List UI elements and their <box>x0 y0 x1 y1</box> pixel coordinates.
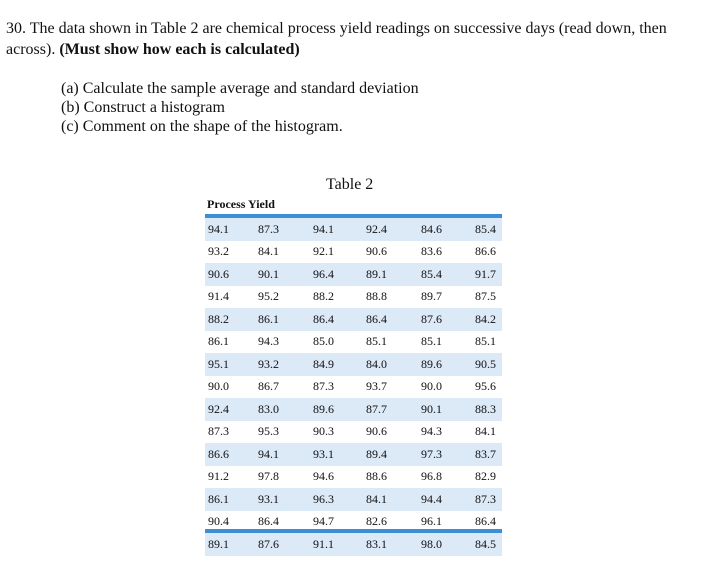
table-cell: 93.1 <box>313 443 366 466</box>
table-cell: 91.2 <box>205 466 258 489</box>
table-cell: 84.5 <box>475 533 502 556</box>
table-cell: 90.6 <box>205 263 258 286</box>
table-cell: 87.3 <box>475 488 502 511</box>
table-cell: 84.1 <box>258 241 313 264</box>
table-cell: 86.4 <box>475 511 502 534</box>
table-cell: 86.1 <box>258 308 313 331</box>
table-cell: 97.3 <box>421 443 475 466</box>
table-cell: 84.1 <box>366 488 421 511</box>
table-row <box>205 331 502 354</box>
table-cell: 95.2 <box>258 286 313 309</box>
table-cell: 91.1 <box>313 533 366 556</box>
table-cell: 95.6 <box>475 376 502 399</box>
table-cell: 96.4 <box>313 263 366 286</box>
table-cell: 85.1 <box>421 331 475 354</box>
table-cell: 82.9 <box>475 466 502 489</box>
table-cell: 83.1 <box>366 533 421 556</box>
table-cell: 92.1 <box>313 241 366 264</box>
table-cell: 91.7 <box>475 263 502 286</box>
table-cell: 87.6 <box>421 308 475 331</box>
table-cell: 86.7 <box>258 376 313 399</box>
table-cell: 87.5 <box>475 286 502 309</box>
table-cell: 83.7 <box>475 443 502 466</box>
table-cell: 93.2 <box>258 353 313 376</box>
table-cell: 85.1 <box>475 331 502 354</box>
table-cell: 83.0 <box>258 398 313 421</box>
table-row <box>205 376 502 399</box>
table-cell: 92.4 <box>205 398 258 421</box>
table-cell: 94.1 <box>258 443 313 466</box>
table-cell: 93.1 <box>258 488 313 511</box>
table-cell: 90.1 <box>421 398 475 421</box>
question-parts <box>61 79 419 136</box>
table-cell: 94.3 <box>258 331 313 354</box>
table-cell: 89.4 <box>366 443 421 466</box>
table-cell: 87.3 <box>258 218 313 241</box>
table-cell: 85.0 <box>313 331 366 354</box>
table-cell: 89.6 <box>421 353 475 376</box>
table-cell: 86.4 <box>258 511 313 534</box>
table-cell: 94.4 <box>421 488 475 511</box>
table-cell: 93.7 <box>366 376 421 399</box>
table-cell: 95.1 <box>205 353 258 376</box>
table-cell: 94.6 <box>313 466 366 489</box>
table-cell: 84.1 <box>475 421 502 444</box>
table-cell: 90.4 <box>205 511 258 534</box>
table-cell: 87.3 <box>205 421 258 444</box>
table-cell: 98.0 <box>421 533 475 556</box>
table-cell: 89.1 <box>366 263 421 286</box>
table-row <box>205 353 502 376</box>
table-cell: 87.6 <box>258 533 313 556</box>
process-yield-table <box>205 218 502 556</box>
table-cell: 86.1 <box>205 331 258 354</box>
table-cell: 83.6 <box>421 241 475 264</box>
table-row <box>205 533 502 556</box>
table-cell: 87.3 <box>313 376 366 399</box>
table-cell: 86.6 <box>205 443 258 466</box>
table-cell: 92.4 <box>366 218 421 241</box>
table-cell: 89.7 <box>421 286 475 309</box>
table-cell: 96.1 <box>421 511 475 534</box>
table-cell: 85.4 <box>475 218 502 241</box>
table-cell: 88.2 <box>313 286 366 309</box>
table-row <box>205 421 502 444</box>
table-bottom-rule <box>205 529 502 533</box>
table-cell: 84.0 <box>366 353 421 376</box>
table-row <box>205 398 502 421</box>
table-row <box>205 286 502 309</box>
part-a: (a) Calculate the sample average and standard deviation <box>61 80 419 97</box>
part-b: (b) Construct a histogram <box>61 99 225 116</box>
table-cell: 95.3 <box>258 421 313 444</box>
table-cell: 86.1 <box>205 488 258 511</box>
table-cell: 86.4 <box>366 308 421 331</box>
table-cell: 94.1 <box>313 218 366 241</box>
table-cell: 90.5 <box>475 353 502 376</box>
table-cell: 94.7 <box>313 511 366 534</box>
table-cell: 94.3 <box>421 421 475 444</box>
table-cell: 90.6 <box>366 241 421 264</box>
table-cell: 89.6 <box>313 398 366 421</box>
question-instruction: (Must show how each is calculated) <box>59 41 300 58</box>
table-row <box>205 263 502 286</box>
table-cell: 93.2 <box>205 241 258 264</box>
table-cell: 85.1 <box>366 331 421 354</box>
table-heading: Process Yield <box>207 197 275 211</box>
table-cell: 88.8 <box>366 286 421 309</box>
table-cell: 90.1 <box>258 263 313 286</box>
table-row <box>205 466 502 489</box>
table-cell: 90.6 <box>366 421 421 444</box>
table-cell: 97.8 <box>258 466 313 489</box>
part-c: (c) Comment on the shape of the histogram. <box>61 118 343 135</box>
table-row <box>205 218 502 241</box>
table-cell: 84.9 <box>313 353 366 376</box>
table-cell: 88.6 <box>366 466 421 489</box>
table-cell: 96.8 <box>421 466 475 489</box>
table-row <box>205 241 502 264</box>
table-cell: 84.2 <box>475 308 502 331</box>
table-title: Table 2 <box>326 176 374 193</box>
table-cell: 90.0 <box>205 376 258 399</box>
table-row <box>205 488 502 511</box>
table-cell: 82.6 <box>366 511 421 534</box>
question-text <box>6 18 696 60</box>
table-cell: 86.6 <box>475 241 502 264</box>
table-cell: 87.7 <box>366 398 421 421</box>
table-cell: 84.6 <box>421 218 475 241</box>
question-prompt: 30. The data shown in Table 2 are chemical process yield readings on successive days (read down, then across). <box>6 20 667 58</box>
table-cell: 90.3 <box>313 421 366 444</box>
table-cell: 88.3 <box>475 398 502 421</box>
table-cell: 96.3 <box>313 488 366 511</box>
table-row <box>205 308 502 331</box>
table-cell: 91.4 <box>205 286 258 309</box>
table-row <box>205 443 502 466</box>
table-cell: 94.1 <box>205 218 258 241</box>
table-cell: 88.2 <box>205 308 258 331</box>
table-cell: 86.4 <box>313 308 366 331</box>
table-cell: 85.4 <box>421 263 475 286</box>
process-yield-table-body <box>205 218 502 556</box>
table-cell: 90.0 <box>421 376 475 399</box>
table-cell: 89.1 <box>205 533 258 556</box>
